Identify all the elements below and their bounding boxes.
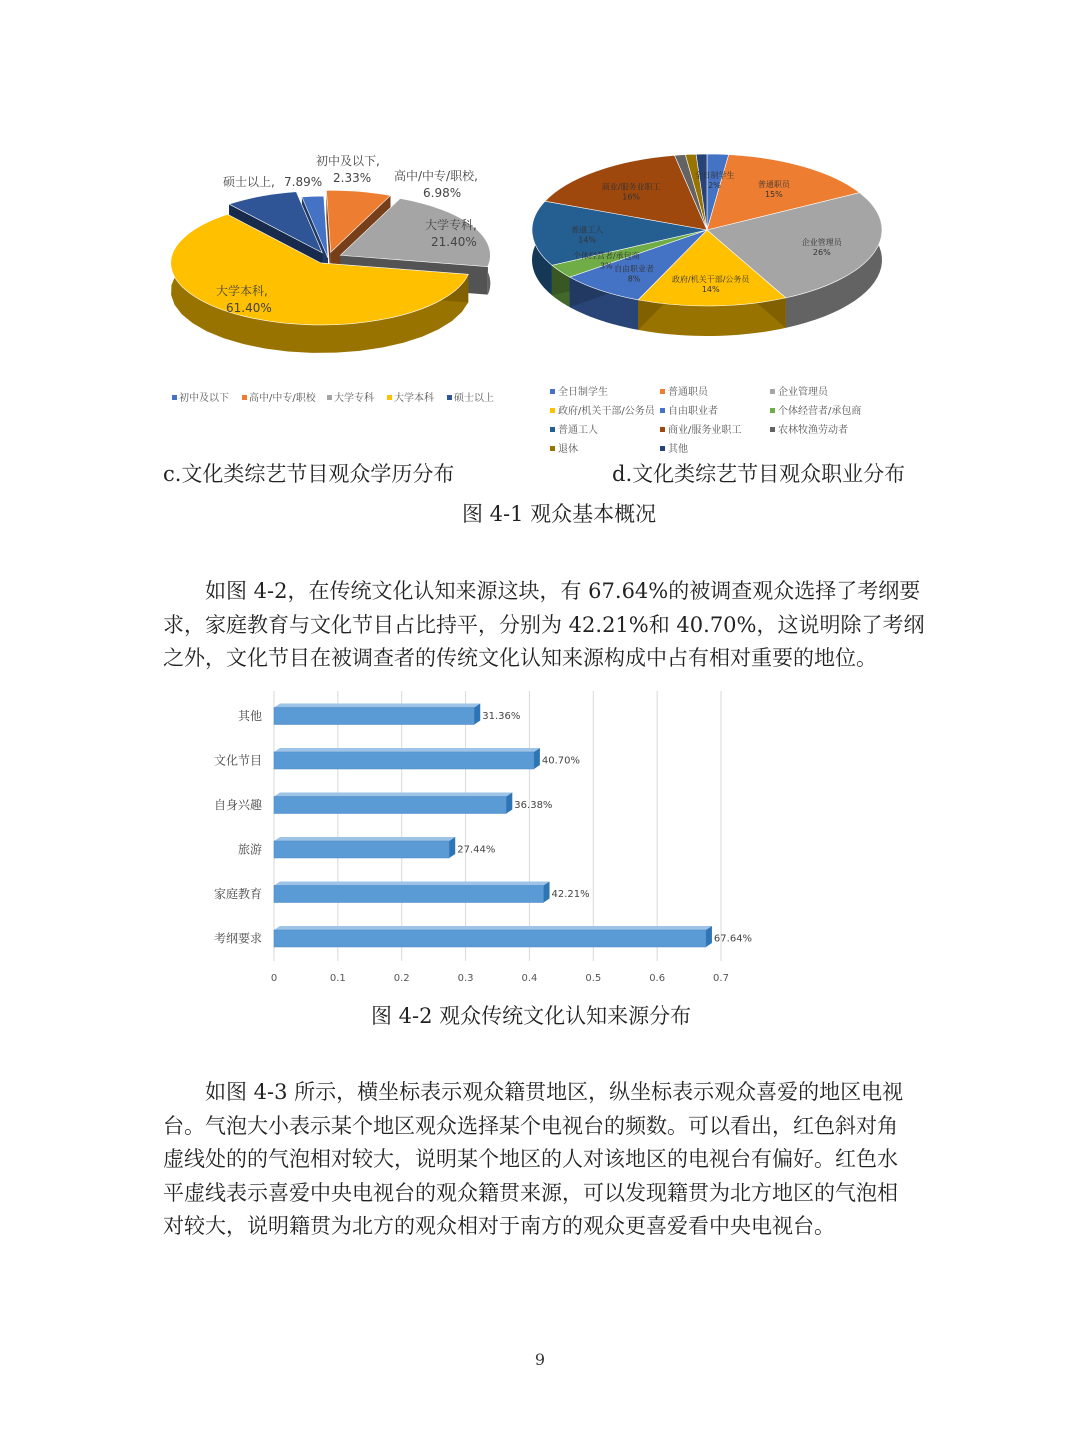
legend-swatch-4: [447, 395, 452, 400]
occupation-pie-chart: [525, 150, 900, 460]
x-tick-label: 0.5: [585, 973, 602, 984]
legend-item-3: 大学本科: [394, 393, 434, 404]
x-tick-label: 0.2: [393, 973, 410, 984]
legend2-swatch-0: [550, 389, 555, 394]
bar-value-label: 67.64%: [713, 933, 753, 945]
bar-top-1: [274, 748, 540, 752]
paragraph-2: [163, 1076, 919, 1244]
caption-c: c.文化类综艺节目观众学历分布: [163, 462, 455, 486]
paragraph-2-line: 如图 4-3 所示，横坐标表示观众籍贯地区，纵坐标表示观众喜爱的地区电视: [205, 1080, 904, 1104]
bar-category-label: 家庭教育: [213, 887, 262, 901]
bar-3: [274, 841, 449, 858]
pie2-label-value-0: 2%: [708, 181, 721, 191]
caption-d: d.文化类综艺节目观众职业分布: [612, 462, 906, 486]
x-tick-label: 0.6: [649, 973, 666, 984]
pie2-label-value-6: 14%: [578, 235, 597, 245]
bar-value-label: 36.38%: [514, 800, 553, 811]
bar-value-label: 40.70%: [541, 755, 581, 767]
pie2-label-name-4: 自由职业者: [614, 264, 655, 274]
bar-4: [274, 886, 544, 903]
legend2-swatch-3: [550, 408, 555, 413]
paragraph-1: [163, 575, 925, 676]
bar-1: [274, 752, 534, 769]
pie1-label-name-4: 硕士以上,: [223, 175, 275, 189]
legend2-swatch-5: [770, 408, 775, 413]
legend2-swatch-8: [770, 427, 775, 432]
paragraph-1-line: 如图 4-2，在传统文化认知来源这块，有 67.64%的被调查观众选择了考纲要: [205, 579, 921, 603]
legend2-swatch-6: [550, 427, 555, 432]
legend2-item-4: 自由职业者: [668, 406, 718, 417]
pie2-label-value-2: 26%: [812, 248, 831, 258]
legend-item-2: 大学专科: [334, 393, 374, 404]
bar-top-3: [274, 837, 455, 841]
x-tick-label: 0.3: [457, 973, 474, 984]
x-tick-label: 0.4: [521, 973, 538, 984]
pie2-label-value-1: 15%: [764, 189, 783, 199]
bar-top-4: [274, 882, 550, 886]
figure-4-2-caption: 图 4-2 观众传统文化认知来源分布: [371, 1004, 692, 1028]
pie2-label-name-5: 个体经营者/承包商: [572, 251, 640, 261]
pie2-label-value-4: 8%: [627, 274, 641, 284]
pie2-label-value-7: 16%: [622, 192, 641, 202]
bar-category-label: 考纲要求: [213, 931, 262, 946]
pie1-label-name-3: 大学本科,: [216, 284, 268, 298]
pie1-label-name-1: 高中/中专/职校,: [394, 169, 478, 183]
x-tick-label: 0: [270, 973, 278, 984]
x-tick-label: 0.7: [713, 973, 729, 984]
legend-swatch-0: [172, 395, 177, 400]
legend2-item-6: 普通工人: [558, 425, 598, 436]
x-tick-label: 0.1: [329, 973, 346, 984]
paragraph-2-line: 对较大，说明籍贯为北方的观众相对于南方的观众更喜爱看中央电视台。: [163, 1214, 835, 1238]
legend2-item-1: 普通职员: [668, 387, 708, 398]
legend2-item-3: 政府/机关干部/公务员: [558, 406, 655, 417]
pie2-label-name-3: 政府/机关干部/公务员: [672, 274, 750, 284]
bar-category-label: 旅游: [237, 842, 262, 857]
cognition-source-bar-chart: [200, 683, 775, 993]
bar-top-2: [274, 793, 512, 797]
paragraph-1-line: 之外，文化节目在被调查者的传统文化认知来源构成中占有相对重要的地位。: [163, 646, 877, 670]
paragraph-1-line: 求，家庭教育与文化节目占比持平，分别为 42.21%和 40.70%，这说明除了考纲: [163, 612, 925, 637]
pie2-label-value-3: 14%: [701, 284, 720, 294]
legend2-item-5: 个体经营者/承包商: [778, 406, 862, 417]
bar-value-label: 31.36%: [482, 711, 521, 722]
legend2-swatch-9: [550, 446, 555, 451]
legend2-swatch-2: [770, 389, 775, 394]
bar-top-5: [274, 926, 712, 930]
paragraph-2-line: 台。气泡大小表示某个地区观众选择某个电视台的频数。可以看出，红色斜对角: [163, 1113, 898, 1138]
legend2-item-0: 全日制学生: [558, 387, 608, 398]
legend2-item-9: 退休: [558, 444, 578, 455]
pie1-label-value-3: 61.40%: [226, 301, 272, 315]
page-number: 9: [534, 1350, 546, 1369]
bar-category-label: 其他: [237, 709, 262, 723]
education-pie-chart: [150, 140, 520, 410]
bar-category-label: 文化节目: [213, 753, 262, 768]
pie1-label-value-2: 21.40%: [431, 235, 477, 249]
legend2-item-2: 企业管理员: [778, 387, 828, 398]
pie2-label-name-6: 普通工人: [571, 225, 604, 235]
legend-swatch-3: [387, 395, 392, 400]
legend-swatch-2: [327, 395, 332, 400]
bar-value-label: 27.44%: [457, 844, 496, 856]
legend2-item-10: 其他: [668, 444, 688, 455]
bar-value-label: 42.21%: [551, 889, 590, 900]
paragraph-2-line: 虚线处的的气泡相对较大，说明某个地区的人对该地区的电视台有偏好。红色水: [163, 1147, 898, 1171]
bar-top-0: [274, 704, 480, 708]
legend2-item-8: 农林牧渔劳动者: [778, 425, 848, 436]
pie1-label-value-1: 6.98%: [423, 186, 462, 200]
pie1-label-name-2: 大学专科,: [425, 218, 477, 232]
pie2-label-value-5: 3%: [599, 261, 613, 271]
legend-swatch-1: [242, 395, 247, 400]
bar-2: [274, 797, 506, 814]
pie2-label-name-7: 商业/服务业职工: [601, 182, 661, 192]
legend-item-4: 硕士以上: [454, 393, 494, 404]
legend2-swatch-4: [660, 408, 665, 413]
pie1-label-name-0: 初中及以下,: [316, 154, 380, 168]
pie2-label-name-2: 企业管理员: [801, 238, 842, 248]
pie2-label-name-0: 全日制学生: [694, 171, 735, 181]
pie1-label-value-4: 7.89%: [284, 175, 323, 189]
legend2-swatch-7: [660, 427, 665, 432]
pie1-label-value-0: 2.33%: [333, 171, 372, 185]
legend2-item-7: 商业/服务业职工: [668, 425, 742, 436]
legend2-swatch-10: [660, 446, 665, 451]
paragraph-2-line: 平虚线表示喜爱中央电视台的观众籍贯来源，可以发现籍贯为北方地区的气泡相: [163, 1180, 898, 1205]
bar-5: [274, 930, 706, 947]
bar-0: [274, 708, 474, 725]
bar-category-label: 自身兴趣: [213, 798, 262, 812]
legend-item-1: 高中/中专/职校: [249, 393, 316, 404]
legend-item-0: 初中及以下: [179, 393, 229, 404]
pie2-label-name-1: 普通职员: [757, 179, 790, 189]
figure-4-1-caption: 图 4-1 观众基本概况: [462, 502, 657, 526]
legend2-swatch-1: [660, 389, 665, 394]
